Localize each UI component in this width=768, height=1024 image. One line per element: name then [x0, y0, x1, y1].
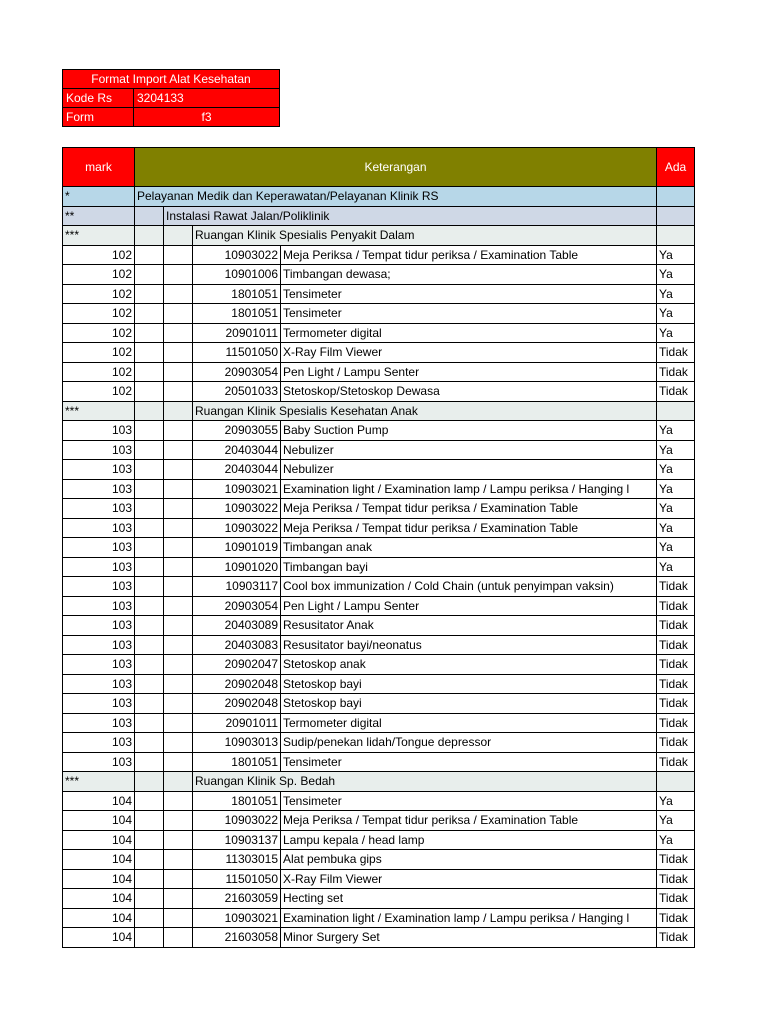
cell-mark[interactable]: ** [63, 206, 135, 226]
cell-mark[interactable]: 104 [63, 908, 135, 928]
cell-blank[interactable] [164, 538, 193, 558]
cell-item-name[interactable]: Hecting set [281, 889, 657, 909]
cell-ada[interactable] [657, 401, 695, 421]
cell-blank[interactable] [135, 304, 164, 324]
table-row [63, 323, 695, 343]
cell-ada[interactable]: Ya [657, 245, 695, 265]
cell-code[interactable]: 10901020 [193, 557, 281, 577]
cell-mark[interactable]: 103 [63, 538, 135, 558]
cell-mark[interactable]: 102 [63, 265, 135, 285]
table-row [63, 635, 695, 655]
cell-blank[interactable] [135, 440, 164, 460]
cell-mark[interactable]: 103 [63, 655, 135, 675]
cell-blank[interactable] [164, 596, 193, 616]
cell-blank[interactable] [135, 206, 164, 226]
cell-mark[interactable]: 103 [63, 557, 135, 577]
cell-blank[interactable] [135, 616, 164, 636]
cell-blank[interactable] [164, 265, 193, 285]
cell-code[interactable]: 20901011 [193, 323, 281, 343]
cell-item-name[interactable]: Resusitator bayi/neonatus [281, 635, 657, 655]
cell-code[interactable]: 20403044 [193, 460, 281, 480]
cell-item-name[interactable]: Stetoskop bayi [281, 694, 657, 714]
cell-mark[interactable]: 103 [63, 635, 135, 655]
cell-item-name[interactable]: Examination light / Examination lamp / Lampu periksa / Hanging l [281, 908, 657, 928]
cell-ada[interactable]: Ya [657, 538, 695, 558]
cell-item-name[interactable]: Tensimeter [281, 304, 657, 324]
table-row [63, 752, 695, 772]
cell-blank[interactable] [135, 538, 164, 558]
cell-blank[interactable] [164, 226, 193, 246]
cell-blank[interactable] [135, 850, 164, 870]
cell-blank[interactable] [164, 557, 193, 577]
cell-item-name[interactable]: Pen Light / Lampu Senter [281, 596, 657, 616]
cell-ada[interactable]: Tidak [657, 850, 695, 870]
section-title[interactable]: Ruangan Klinik Sp. Bedah [193, 772, 657, 792]
table-row [63, 694, 695, 714]
cell-code[interactable]: 20403089 [193, 616, 281, 636]
cell-ada[interactable] [657, 226, 695, 246]
cell-blank[interactable] [164, 499, 193, 519]
cell-item-name[interactable]: Termometer digital [281, 713, 657, 733]
cell-item-name[interactable]: Tensimeter [281, 791, 657, 811]
cell-ada[interactable]: Ya [657, 323, 695, 343]
form-label: Form [63, 108, 134, 127]
cell-ada[interactable]: Tidak [657, 635, 695, 655]
cell-mark[interactable]: 103 [63, 616, 135, 636]
cell-mark[interactable]: 104 [63, 889, 135, 909]
table-row [63, 479, 695, 499]
cell-mark[interactable]: 102 [63, 323, 135, 343]
cell-code[interactable]: 10903021 [193, 908, 281, 928]
cell-code[interactable]: 20903054 [193, 362, 281, 382]
cell-mark[interactable]: * [63, 187, 135, 207]
cell-code[interactable]: 20903054 [193, 596, 281, 616]
cell-blank[interactable] [135, 557, 164, 577]
cell-blank[interactable] [164, 928, 193, 948]
cell-ada[interactable] [657, 206, 695, 226]
cell-blank[interactable] [164, 382, 193, 402]
cell-blank[interactable] [135, 811, 164, 831]
cell-code[interactable]: 1801051 [193, 791, 281, 811]
table-row [63, 499, 695, 519]
cell-code[interactable]: 20403044 [193, 440, 281, 460]
cell-ada[interactable]: Tidak [657, 655, 695, 675]
cell-blank[interactable] [164, 362, 193, 382]
table-row [63, 674, 695, 694]
cell-mark[interactable]: 102 [63, 343, 135, 363]
cell-blank[interactable] [135, 284, 164, 304]
cell-blank[interactable] [135, 674, 164, 694]
cell-ada[interactable]: Tidak [657, 596, 695, 616]
cell-code[interactable]: 11501050 [193, 343, 281, 363]
cell-mark[interactable]: 103 [63, 713, 135, 733]
cell-mark[interactable]: 102 [63, 245, 135, 265]
cell-ada[interactable]: Tidak [657, 577, 695, 597]
cell-blank[interactable] [135, 869, 164, 889]
cell-blank[interactable] [135, 635, 164, 655]
cell-item-name[interactable]: Meja Periksa / Tempat tidur periksa / Examination Table [281, 811, 657, 831]
table-row [63, 382, 695, 402]
cell-ada[interactable]: Ya [657, 499, 695, 519]
cell-ada[interactable]: Ya [657, 304, 695, 324]
cell-blank[interactable] [135, 694, 164, 714]
table-row [63, 791, 695, 811]
cell-item-name[interactable]: Resusitator Anak [281, 616, 657, 636]
cell-ada[interactable]: Tidak [657, 362, 695, 382]
cell-code[interactable]: 11501050 [193, 869, 281, 889]
cell-blank[interactable] [164, 674, 193, 694]
cell-code[interactable]: 10901006 [193, 265, 281, 285]
cell-blank[interactable] [135, 772, 164, 792]
cell-mark[interactable]: 104 [63, 811, 135, 831]
cell-blank[interactable] [135, 791, 164, 811]
cell-mark[interactable]: 102 [63, 382, 135, 402]
cell-blank[interactable] [135, 323, 164, 343]
cell-ada[interactable]: Ya [657, 479, 695, 499]
cell-code[interactable]: 10903137 [193, 830, 281, 850]
table-row [63, 596, 695, 616]
cell-blank[interactable] [135, 733, 164, 753]
cell-blank[interactable] [164, 850, 193, 870]
cell-mark[interactable]: *** [63, 401, 135, 421]
cell-blank[interactable] [135, 460, 164, 480]
cell-ada[interactable] [657, 187, 695, 207]
cell-code[interactable]: 20901011 [193, 713, 281, 733]
section-row [63, 226, 695, 246]
table-row [63, 421, 695, 441]
cell-blank[interactable] [135, 401, 164, 421]
cell-blank[interactable] [135, 596, 164, 616]
cell-item-name[interactable]: Baby Suction Pump [281, 421, 657, 441]
table-row [63, 655, 695, 675]
cell-blank[interactable] [135, 577, 164, 597]
cell-item-name[interactable]: Tensimeter [281, 284, 657, 304]
cell-item-name[interactable]: Termometer digital [281, 323, 657, 343]
cell-item-name[interactable]: Examination light / Examination lamp / Lampu periksa / Hanging l [281, 479, 657, 499]
cell-blank[interactable] [135, 382, 164, 402]
table-row [63, 869, 695, 889]
cell-blank[interactable] [135, 362, 164, 382]
cell-blank[interactable] [135, 226, 164, 246]
cell-ada[interactable]: Ya [657, 440, 695, 460]
cell-blank[interactable] [135, 830, 164, 850]
cell-ada[interactable]: Tidak [657, 752, 695, 772]
cell-item-name[interactable]: Pen Light / Lampu Senter [281, 362, 657, 382]
form-value[interactable]: f3 [134, 108, 280, 127]
cell-mark[interactable]: 103 [63, 674, 135, 694]
cell-blank[interactable] [135, 343, 164, 363]
cell-blank[interactable] [164, 343, 193, 363]
table-row [63, 245, 695, 265]
cell-ada[interactable]: Ya [657, 518, 695, 538]
cell-item-name[interactable]: Tensimeter [281, 752, 657, 772]
cell-item-name[interactable]: Cool box immunization / Cold Chain (untuk penyimpan vaksin) [281, 577, 657, 597]
cell-ada[interactable]: Tidak [657, 713, 695, 733]
cell-item-name[interactable]: Alat pembuka gips [281, 850, 657, 870]
cell-item-name[interactable]: Sudip/penekan lidah/Tongue depressor [281, 733, 657, 753]
table-row [63, 616, 695, 636]
cell-blank[interactable] [164, 518, 193, 538]
section-row [63, 772, 695, 792]
cell-mark[interactable]: 103 [63, 479, 135, 499]
cell-item-name[interactable]: Stetoskop anak [281, 655, 657, 675]
table-row [63, 908, 695, 928]
cell-blank[interactable] [135, 928, 164, 948]
kode-rs-value[interactable]: 3204133 [134, 89, 280, 108]
cell-code[interactable]: 21603058 [193, 928, 281, 948]
cell-code[interactable]: 20902048 [193, 694, 281, 714]
table-row [63, 557, 695, 577]
cell-blank[interactable] [135, 265, 164, 285]
cell-code[interactable]: 10901019 [193, 538, 281, 558]
cell-ada[interactable]: Tidak [657, 674, 695, 694]
cell-blank[interactable] [164, 869, 193, 889]
cell-ada[interactable] [657, 772, 695, 792]
cell-blank[interactable] [164, 284, 193, 304]
cell-blank[interactable] [135, 479, 164, 499]
cell-mark[interactable]: 103 [63, 733, 135, 753]
cell-mark[interactable]: 102 [63, 284, 135, 304]
cell-mark[interactable]: *** [63, 226, 135, 246]
cell-ada[interactable]: Ya [657, 830, 695, 850]
cell-code[interactable]: 10903022 [193, 811, 281, 831]
cell-mark[interactable]: 103 [63, 518, 135, 538]
column-header-mark: mark [63, 148, 135, 187]
cell-mark[interactable]: 103 [63, 596, 135, 616]
cell-ada[interactable]: Tidak [657, 694, 695, 714]
table-row [63, 538, 695, 558]
table-row [63, 440, 695, 460]
cell-blank[interactable] [164, 655, 193, 675]
cell-code[interactable]: 1801051 [193, 752, 281, 772]
cell-item-name[interactable]: Nebulizer [281, 440, 657, 460]
cell-blank[interactable] [164, 616, 193, 636]
cell-blank[interactable] [164, 635, 193, 655]
cell-code[interactable]: 10903022 [193, 245, 281, 265]
cell-ada[interactable]: Ya [657, 557, 695, 577]
cell-blank[interactable] [164, 421, 193, 441]
cell-blank[interactable] [164, 908, 193, 928]
table-row [63, 518, 695, 538]
kode-rs-label: Kode Rs [63, 89, 134, 108]
cell-blank[interactable] [164, 772, 193, 792]
cell-blank[interactable] [164, 440, 193, 460]
cell-blank[interactable] [164, 479, 193, 499]
table-row [63, 362, 695, 382]
cell-blank[interactable] [164, 889, 193, 909]
cell-blank[interactable] [164, 245, 193, 265]
cell-ada[interactable]: Ya [657, 284, 695, 304]
cell-blank[interactable] [135, 908, 164, 928]
cell-item-name[interactable]: X-Ray Film Viewer [281, 869, 657, 889]
column-header-keterangan: Keterangan [135, 148, 657, 187]
cell-mark[interactable]: 103 [63, 694, 135, 714]
column-header-ada: Ada [657, 148, 695, 187]
cell-item-name[interactable]: Meja Periksa / Tempat tidur periksa / Examination Table [281, 245, 657, 265]
cell-item-name[interactable]: Nebulizer [281, 460, 657, 480]
cell-blank[interactable] [164, 323, 193, 343]
cell-mark[interactable]: 103 [63, 577, 135, 597]
import-info-box [62, 69, 280, 127]
table-header-row [63, 148, 695, 187]
format-title: Format Import Alat Kesehatan [63, 70, 280, 89]
section-title[interactable]: Ruangan Klinik Spesialis Penyakit Dalam [193, 226, 657, 246]
cell-mark[interactable]: 103 [63, 752, 135, 772]
cell-ada[interactable]: Tidak [657, 908, 695, 928]
cell-blank[interactable] [135, 752, 164, 772]
cell-code[interactable]: 20903055 [193, 421, 281, 441]
cell-code[interactable]: 10903013 [193, 733, 281, 753]
cell-blank[interactable] [135, 655, 164, 675]
cell-item-name[interactable]: Minor Surgery Set [281, 928, 657, 948]
cell-blank[interactable] [164, 401, 193, 421]
cell-blank[interactable] [135, 713, 164, 733]
subcategory-row [63, 206, 695, 226]
cell-mark[interactable]: 102 [63, 362, 135, 382]
table-row [63, 928, 695, 948]
table-row [63, 265, 695, 285]
cell-mark[interactable]: 102 [63, 304, 135, 324]
cell-code[interactable]: 11303015 [193, 850, 281, 870]
cell-code[interactable]: 20501033 [193, 382, 281, 402]
cell-item-name[interactable]: Timbangan anak [281, 538, 657, 558]
table-row [63, 284, 695, 304]
category-row [63, 187, 695, 207]
table-row [63, 343, 695, 363]
cell-mark[interactable]: 104 [63, 830, 135, 850]
cell-mark[interactable]: 103 [63, 440, 135, 460]
section-title[interactable]: Ruangan Klinik Spesialis Kesehatan Anak [193, 401, 657, 421]
cell-ada[interactable]: Tidak [657, 343, 695, 363]
section-row [63, 401, 695, 421]
cell-blank[interactable] [164, 791, 193, 811]
cell-mark[interactable]: 104 [63, 791, 135, 811]
cell-ada[interactable]: Tidak [657, 382, 695, 402]
cell-mark[interactable]: *** [63, 772, 135, 792]
cell-ada[interactable]: Tidak [657, 733, 695, 753]
cell-item-name[interactable]: Meja Periksa / Tempat tidur periksa / Examination Table [281, 518, 657, 538]
cell-code[interactable]: 1801051 [193, 284, 281, 304]
cell-blank[interactable] [135, 889, 164, 909]
cell-mark[interactable]: 104 [63, 869, 135, 889]
cell-blank[interactable] [164, 733, 193, 753]
cell-blank[interactable] [135, 245, 164, 265]
cell-blank[interactable] [135, 499, 164, 519]
cell-code[interactable]: 1801051 [193, 304, 281, 324]
cell-item-name[interactable]: Stetoskop/Stetoskop Dewasa [281, 382, 657, 402]
cell-code[interactable]: 21603059 [193, 889, 281, 909]
table-row [63, 889, 695, 909]
cell-item-name[interactable]: Timbangan dewasa; [281, 265, 657, 285]
cell-blank[interactable] [135, 421, 164, 441]
cell-item-name[interactable]: X-Ray Film Viewer [281, 343, 657, 363]
cell-blank[interactable] [164, 811, 193, 831]
table-row [63, 850, 695, 870]
cell-code[interactable]: 20902048 [193, 674, 281, 694]
cell-ada[interactable]: Ya [657, 265, 695, 285]
cell-code[interactable]: 20902047 [193, 655, 281, 675]
cell-item-name[interactable]: Stetoskop bayi [281, 674, 657, 694]
cell-ada[interactable]: Tidak [657, 869, 695, 889]
subcategory-title[interactable]: Instalasi Rawat Jalan/Poliklinik [164, 206, 657, 226]
cell-blank[interactable] [135, 518, 164, 538]
cell-mark[interactable]: 103 [63, 460, 135, 480]
cell-mark[interactable]: 103 [63, 499, 135, 519]
cell-blank[interactable] [164, 694, 193, 714]
cell-blank[interactable] [164, 304, 193, 324]
cell-blank[interactable] [164, 713, 193, 733]
table-row [63, 304, 695, 324]
cell-item-name[interactable]: Meja Periksa / Tempat tidur periksa / Examination Table [281, 499, 657, 519]
cell-ada[interactable]: Ya [657, 811, 695, 831]
cell-item-name[interactable]: Lampu kepala / head lamp [281, 830, 657, 850]
cell-code[interactable]: 20403083 [193, 635, 281, 655]
category-title[interactable]: Pelayanan Medik dan Keperawatan/Pelayanan Klinik RS [135, 187, 657, 207]
cell-code[interactable]: 10903021 [193, 479, 281, 499]
cell-ada[interactable]: Ya [657, 460, 695, 480]
cell-blank[interactable] [164, 460, 193, 480]
cell-ada[interactable]: Ya [657, 791, 695, 811]
cell-code[interactable]: 10903022 [193, 499, 281, 519]
cell-mark[interactable]: 104 [63, 928, 135, 948]
equipment-table [62, 147, 695, 948]
cell-ada[interactable]: Tidak [657, 616, 695, 636]
cell-ada[interactable]: Ya [657, 421, 695, 441]
cell-blank[interactable] [164, 577, 193, 597]
cell-blank[interactable] [164, 830, 193, 850]
table-row [63, 577, 695, 597]
cell-ada[interactable]: Tidak [657, 889, 695, 909]
cell-code[interactable]: 10903022 [193, 518, 281, 538]
table-row [63, 733, 695, 753]
table-row [63, 713, 695, 733]
cell-code[interactable]: 10903117 [193, 577, 281, 597]
cell-blank[interactable] [164, 752, 193, 772]
cell-mark[interactable]: 104 [63, 850, 135, 870]
table-row [63, 811, 695, 831]
cell-ada[interactable]: Tidak [657, 928, 695, 948]
table-row [63, 830, 695, 850]
table-row [63, 460, 695, 480]
cell-item-name[interactable]: Timbangan bayi [281, 557, 657, 577]
cell-mark[interactable]: 103 [63, 421, 135, 441]
